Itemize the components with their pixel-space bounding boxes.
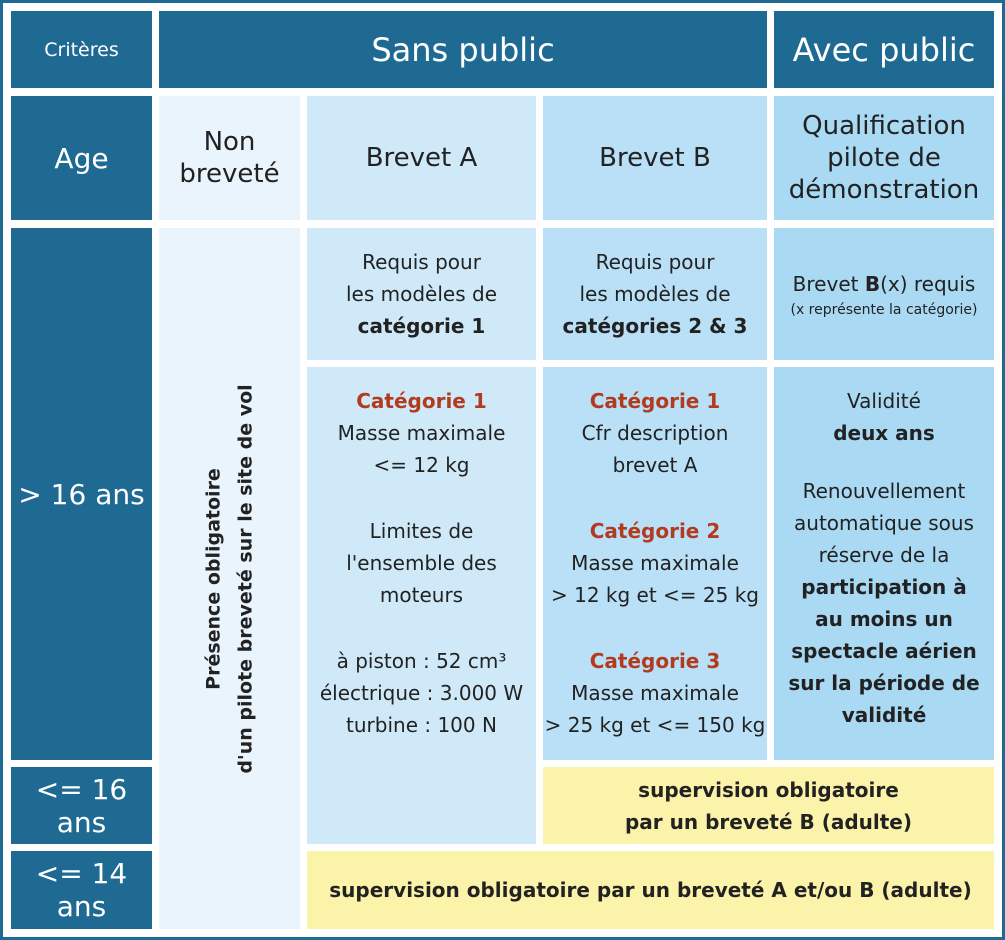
demo-renewal-line-1: Renouvellement <box>802 479 966 503</box>
col-brevet-a <box>307 96 536 220</box>
brevet-b-details <box>543 367 767 760</box>
criteria-header <box>11 11 152 88</box>
qualification-line-2: pilote de <box>827 143 941 173</box>
brevet-a-mass-label: Masse maximale <box>337 421 506 445</box>
criteria-label: Critères <box>44 38 119 61</box>
pilot-presence-note <box>198 384 262 773</box>
brevet-a-engine-electric: électrique : 3.000 W <box>319 681 524 705</box>
brevet-b-req-line-1: Requis pour <box>595 250 715 274</box>
brevet-b-req-line-3: catégories 2 & 3 <box>562 314 748 338</box>
supervision-b-adult <box>543 767 994 844</box>
avec-public-label: Avec public <box>792 30 976 69</box>
le-16-label: <= 16 ans <box>35 772 128 839</box>
avec-public-header <box>774 11 994 88</box>
demo-req-line <box>793 268 976 300</box>
non-brevete-line-2: breveté <box>179 159 280 189</box>
brevet-a-engine-turbine: turbine : 100 N <box>346 713 497 737</box>
brevet-a-engine-piston: à piston : 52 cm³ <box>336 649 507 673</box>
demo-validity-label: Validité <box>847 389 921 413</box>
brevet-a-req-line-1: Requis pour <box>362 250 481 274</box>
brevet-a-mass-value: <= 12 kg <box>373 453 470 477</box>
demo-renewal-line-2: automatique sous <box>794 511 974 535</box>
pilot-presence-line-2: d'un pilote breveté sur le site de vol <box>234 383 257 774</box>
demo-req-bold: B <box>864 272 881 296</box>
brevet-b-req-line-2: les modèles de <box>579 282 731 306</box>
brevet-b-cat1-line-2: brevet A <box>612 453 698 477</box>
col-qualification <box>774 96 994 220</box>
age-label: Age <box>54 141 109 175</box>
row-label-le-16 <box>11 767 152 844</box>
brevet-b-cat3-line-2: > 25 kg et <= 150 kg <box>544 713 766 737</box>
demo-renewal-bold-1: participation à <box>801 575 967 599</box>
non-brevete-line-1: Non <box>203 127 256 157</box>
le-14-label: <= 14 ans <box>35 857 128 923</box>
row-label-age <box>11 96 152 220</box>
qualification-line-1: Qualification <box>802 111 966 141</box>
brevet-b-cat2-title: Catégorie 2 <box>589 519 721 543</box>
sans-public-label: Sans public <box>371 30 555 69</box>
brevet-a-limits-line-3: moteurs <box>379 583 464 607</box>
brevet-a-details <box>307 367 536 844</box>
qualification-line-3: démonstration <box>788 175 980 205</box>
pilot-presence-cell <box>159 228 300 929</box>
brevet-b-cat3-title: Catégorie 3 <box>589 649 721 673</box>
row-label-le-14 <box>11 851 152 929</box>
supervision-b-line-2: par un breveté B (adulte) <box>624 809 913 834</box>
demo-renewal-bold-5: validité <box>841 703 927 727</box>
demo-renewal-bold-4: sur la période de <box>788 671 980 695</box>
supervision-b-line-1: supervision obligatoire <box>638 777 899 802</box>
brevet-b-cat1-title: Catégorie 1 <box>589 389 721 413</box>
sans-public-header <box>159 11 767 88</box>
supervision-ab-text: supervision obligatoire par un breveté A et/ou B (adulte) <box>329 878 972 902</box>
demo-req-pre: Brevet <box>792 272 865 296</box>
demo-validity-value: deux ans <box>833 421 935 445</box>
brevet-a-label: Brevet A <box>365 143 478 173</box>
demo-requirement <box>774 228 994 360</box>
demo-renewal-bold-2: au moins un <box>815 607 953 631</box>
over-16-label: > 16 ans <box>18 477 145 511</box>
brevet-a-limits-line-1: Limites de <box>369 519 474 543</box>
demo-req-post: (x) requis <box>880 272 976 296</box>
brevet-a-req-line-3: catégorie 1 <box>357 314 486 338</box>
pilot-presence-line-1: Présence obligatoire <box>202 467 225 690</box>
brevet-b-cat1-line-1: Cfr description <box>581 421 729 445</box>
demo-details <box>774 367 994 760</box>
brevet-b-cat2-line-1: Masse maximale <box>571 551 739 575</box>
brevet-a-requirement <box>307 228 536 360</box>
brevet-a-req-line-2: les modèles de <box>346 282 497 306</box>
brevet-a-limits-line-2: l'ensemble des <box>346 551 497 575</box>
demo-renewal-bold-3: spectacle aérien <box>791 639 977 663</box>
brevet-a-cat1-title: Catégorie 1 <box>356 389 487 413</box>
row-label-over-16 <box>11 228 152 760</box>
supervision-ab-adult <box>307 851 994 929</box>
brevet-b-label: Brevet B <box>599 143 711 173</box>
col-brevet-b <box>543 96 767 220</box>
col-non-brevete <box>159 96 300 220</box>
demo-renewal-line-3: réserve de la <box>818 543 950 567</box>
brevet-b-cat2-line-2: > 12 kg et <= 25 kg <box>550 583 760 607</box>
brevet-b-cat3-line-1: Masse maximale <box>571 681 739 705</box>
brevet-b-requirement <box>543 228 767 360</box>
demo-req-note: (x représente la catégorie) <box>790 302 978 318</box>
